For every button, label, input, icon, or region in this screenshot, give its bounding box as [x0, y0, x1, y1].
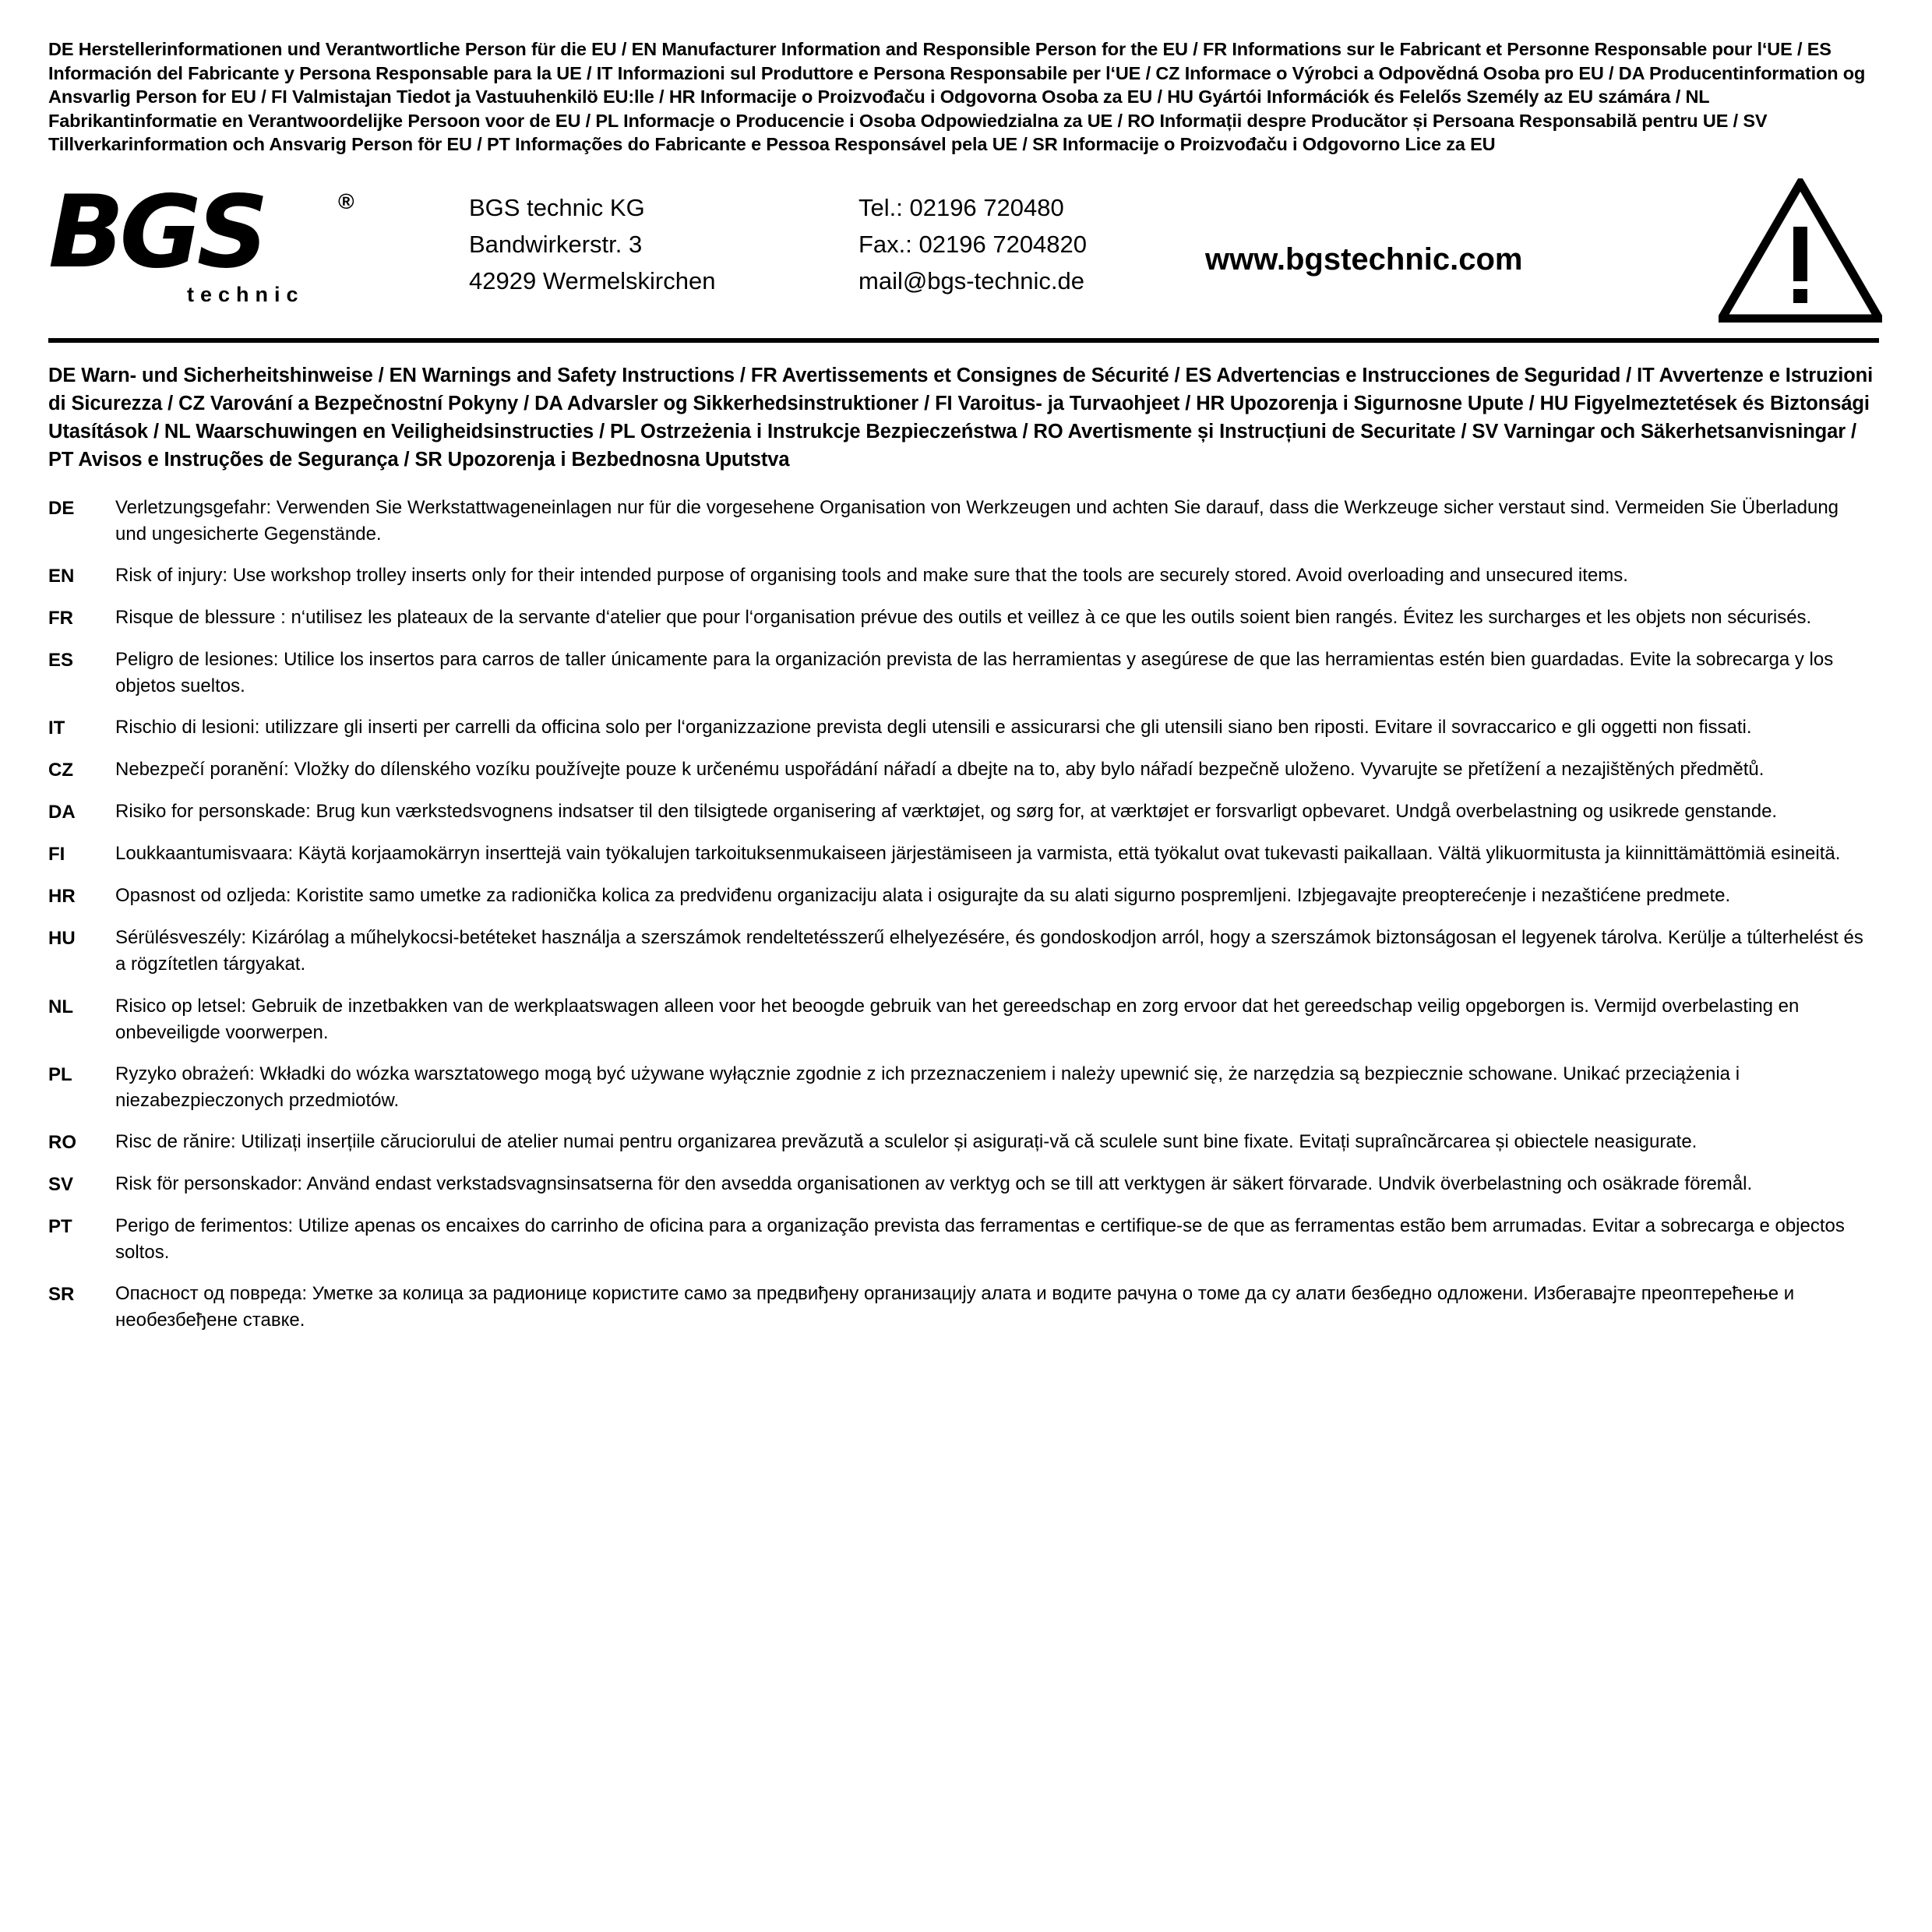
safety-text: Perigo de ferimentos: Utilize apenas os encaixes do carrinho de oficina para a organização prevista das ferramentas e certifique-se de que as ferramentas estão bem arrumadas. Evitar a sobrecarga e objectos soltos. [115, 1215, 1845, 1264]
language-code: NL [48, 996, 73, 1017]
language-code: CZ [48, 760, 73, 781]
company-website: www.bgstechnic.com [1205, 242, 1523, 277]
list-item [48, 993, 1884, 1046]
logo-subtext: technic [187, 282, 305, 306]
bgs-logo [48, 174, 360, 323]
safety-text: Peligro de lesiones: Utilice los insertos para carros de taller únicamente para la organización prevista de las herramientas y asegúrese de que las herramientas estén bien guardadas. Evite la sobrecarga y los objetos sueltos. [115, 648, 1834, 696]
language-code: HR [48, 886, 76, 908]
company-city: 42929 Wermelskirchen [469, 266, 716, 294]
list-item [48, 1171, 1884, 1198]
language-code: DA [48, 802, 76, 823]
language-code: FI [48, 844, 65, 866]
list-item [48, 714, 1884, 742]
language-code: RO [48, 1131, 76, 1153]
list-item [48, 925, 1884, 978]
list-item [48, 1129, 1884, 1156]
list-item [48, 1213, 1884, 1266]
language-code: PL [48, 1063, 72, 1085]
list-item [48, 562, 1884, 590]
list-item [48, 495, 1884, 548]
safety-text: Rischio di lesioni: utilizzare gli inserti per carrelli da officina solo per l‘organizzazione prevista degli utensili e assicurarsi che gli utensili siano ben riposti. Evitare il sovraccarico e gli oggetti non fissati. [115, 717, 1752, 739]
list-item [48, 1061, 1884, 1114]
logo-wordmark: BGS [48, 174, 264, 291]
safety-instructions-list [48, 495, 1884, 1334]
safety-text: Опасност од повреда: Уметке за колица за радионице користите само за предвиђену организацију алата и водите рачуна о томе да су алати безбедно одложени. Избегавајте преоптерећење и необезбеђене ставке. [115, 1283, 1795, 1331]
safety-text: Risk of injury: Use workshop trolley inserts only for their intended purpose of organising tools and make sure that the tools are securely stored. Avoid overloading and unsecured items. [115, 564, 1628, 586]
list-item [48, 605, 1884, 632]
list-item [48, 756, 1884, 784]
safety-text: Risk för personskador: Använd endast verkstadsvagnsinsatserna för den avsedda organisationen av verktyg och se till att verktygen är säkert förvarade. Undvik överbelastning och osäkrade föremål. [115, 1172, 1753, 1194]
list-item [48, 799, 1884, 826]
safety-text: Loukkaantumisvaara: Käytä korjaamokärryn inserttejä vain työkalujen tarkoituksenmukaiseen järjestämiseen ja varmista, että työkalut ovat tukevasti paikallaan. Vältä ylikuormitusta ja kiinnittämättömiä esineitä. [115, 843, 1841, 865]
safety-text: Risiko for personskade: Brug kun værkstedsvognens indsatser til den tilsigtede organisering af værktøjet, og sørg for, at værktøjet er forsvarligt opbevaret. Undgå overbelastning og usikrede genstande. [115, 801, 1778, 823]
safety-text: Risque de blessure : n‘utilisez les plateaux de la servante d‘atelier que pour l‘organisation prévue des outils et veillez à ce que les outils soient bien rangés. Évitez les surcharges et les objets non sécurisés. [115, 606, 1812, 628]
safety-text: Nebezpečí poranění: Vložky do dílenského vozíku používejte pouze k určenému uspořádání nářadí a dbejte na to, aby bylo nářadí bezpečně uloženo. Vyvarujte se přetížení a nezajištěných předmětů. [115, 759, 1765, 781]
language-code: ES [48, 649, 74, 671]
language-code: FR [48, 607, 73, 629]
company-info-band [48, 171, 1884, 338]
warnings-heading: DE Warn- und Sicherheitshinweise / EN Warnings and Safety Instructions / FR Avertissements et Consignes de Sécurité / ES Advertencias e Instrucciones de Seguridad / IT Avvertenze e Istruzioni di Sicurezza / CZ Varování a Bezpečnostní Pokyny / DA Advarsler og Sikkerhedsinstruktioner / FI Varoitus- ja Turvaohjeet / HR Upozorenja i Sigurnosne Upute / HU Figyelmeztetések és Biztonsági Utasítások / NL Waarschuwingen en Veiligheidsinstructies / PL Ostrzeżenia i Instrukcje Bezpieczeństwa / RO Avertismente și Instrucțiuni de Securitate / SV Varningar och Säkerhetsanvisningar / PT Avisos e Instruções de Segurança / SR Upozorenja i Bezbednosna Uputstva [48, 364, 1874, 471]
company-contact [858, 189, 1087, 299]
company-street: Bandwirkerstr. 3 [469, 230, 643, 258]
language-code: SV [48, 1173, 74, 1195]
language-code: EN [48, 565, 75, 587]
company-tel: Tel.: 02196 720480 [858, 193, 1064, 221]
manufacturer-info-heading: DE Herstellerinformationen und Verantwortliche Person für die EU / EN Manufacturer Information and Responsible Person for the EU / FR Informations sur le Fabricant et Personne Responsable pour l‘UE / ES Información del Fabricante y Persona Responsable para la UE / IT Informazioni sul Produttore e Persona Responsabile per l‘UE / CZ Informace o Výrobci a Odpovědná Osoba pro EU / DA Producentinformation og Ansvarlig Person for EU / FI Valmistajan Tiedot ja Vastuuhenkilö EU:lle / HR Informacije o Proizvođaču i Odgovorna Osoba za EU / HU Gyártói Információk és Felelős Személy az EU számára / NL Fabrikantinformatie en Verantwoordelijke Persoon voor de EU / PL Informacje o Producencie i Osoba Odpowiedzialna za UE / RO Informații despre Producător și Persoana Responsabilă pentru UE / SV Tillverkarinformation och Ansvarig Person för EU / PT Informações do Fabricante e Pessoa Responsável pela UE / SR Informacije o Proizvođaču i Odgovorno Lice za EU [48, 39, 1866, 155]
company-address [469, 189, 715, 299]
language-code: PT [48, 1216, 72, 1238]
list-item [48, 1281, 1884, 1334]
company-fax: Fax.: 02196 7204820 [858, 230, 1088, 258]
safety-text: Risc de rănire: Utilizați inserțiile căruciorului de atelier numai pentru organizarea prevăzută a sculelor și asigurați-vă că sculele sunt bine fixate. Evitați supraîncărcarea și obiectele neasigurate. [115, 1130, 1698, 1152]
warning-triangle-icon [1719, 178, 1882, 323]
language-code: HU [48, 928, 76, 950]
safety-text: Sérülésveszély: Kizárólag a műhelykocsi-betéteket használja a szerszámok rendeltetésszerű elhelyezésére, és gondoskodjon arról, hogy a szerszámok biztonságosan el legyenek tárolva. Kerülje a túlterhelést és a rögzítetlen tárgyakat. [115, 927, 1863, 975]
company-email: mail@bgs-technic.de [858, 266, 1084, 294]
safety-text: Ryzyko obrażeń: Wkładki do wózka warsztatowego mogą być używane wyłącznie zgodnie z ich przeznaczeniem i należy upewnić się, że narzędzia są bezpiecznie schowane. Unikać przeciążenia i niezabezpieczonych przedmiotów. [115, 1063, 1740, 1111]
header-divider [48, 338, 1879, 343]
language-code: IT [48, 717, 65, 739]
safety-text: Risico op letsel: Gebruik de inzetbakken van de werkplaatswagen alleen voor het beoogde gebruik van het gereedschap en zorg ervoor dat het gereedschap veilig opgeborgen is. Vermijd overbelasting en onbeveiligde voorwerpen. [115, 995, 1800, 1043]
registered-trademark-icon: ® [338, 189, 354, 213]
language-code: SR [48, 1284, 75, 1306]
safety-text: Verletzungsgefahr: Verwenden Sie Werkstattwageneinlagen nur für die vorgesehene Organisation von Werkzeugen und achten Sie darauf, dass die Werkzeuge sicher verstaut sind. Vermeiden Sie Überladung und ungesicherte Gegenstände. [115, 496, 1839, 545]
list-item [48, 883, 1884, 910]
list-item [48, 841, 1884, 868]
list-item [48, 647, 1884, 700]
company-name: BGS technic KG [469, 193, 645, 221]
language-code: DE [48, 497, 75, 519]
safety-text: Opasnost od ozljeda: Koristite samo umetke za radionička kolica za predviđenu organizaciju alata i osigurajte da su alati sigurno pospremljeni. Izbjegavajte preopterećenje i nezaštićene predmete. [115, 885, 1731, 907]
